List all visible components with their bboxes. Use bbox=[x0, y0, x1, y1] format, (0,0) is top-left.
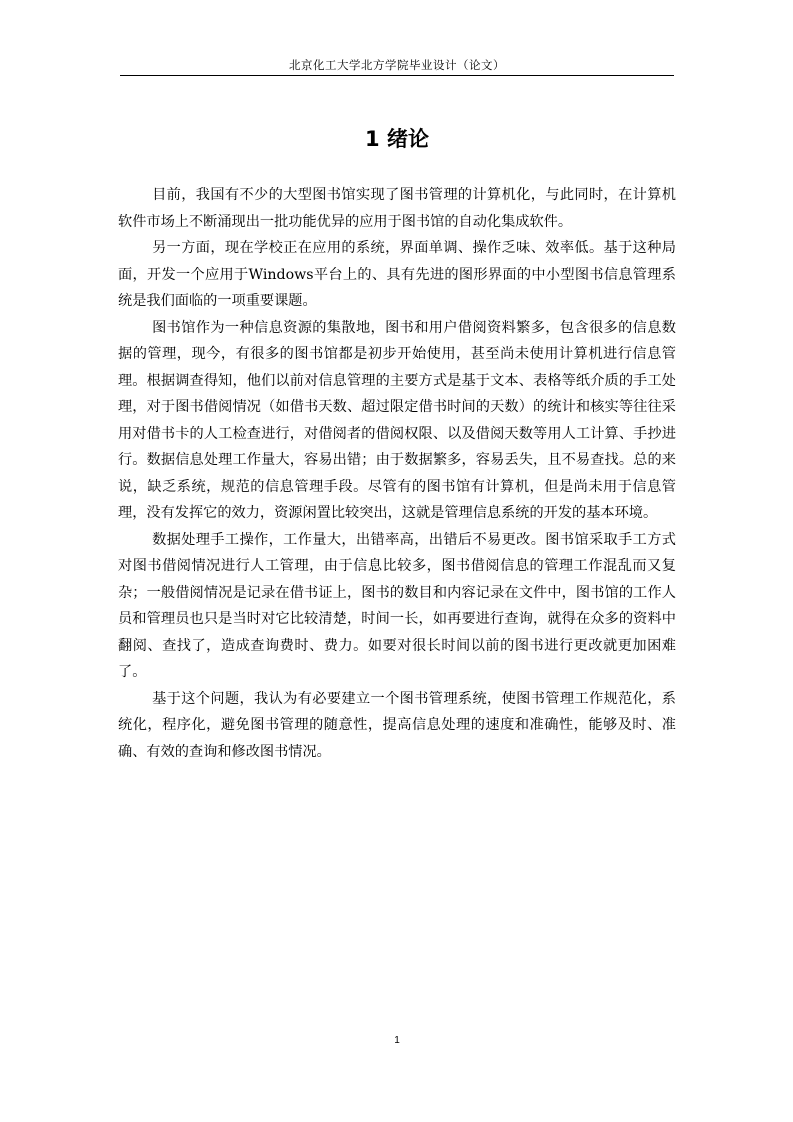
body-text bbox=[118, 182, 676, 765]
paragraph-2: 另一方面，现在学校正在应用的系统，界面单调、操作乏味、效率低。基于这种局面，开发一个应用于Windows平台上的、具有先进的图形界面的中小型图书信息管理系统是我们面临的一项重要课题。 bbox=[118, 240, 676, 309]
page-number: 1 bbox=[394, 1035, 400, 1046]
paragraph-3: 图书馆作为一种信息资源的集散地，图书和用户借阅资料繁多，包含很多的信息数据的管理，现今，有很多的图书馆都是初步开始使用，甚至尚未使用计算机进行信息管理。根据调查得知，他们以前对信息管理的主要方式是基于文本、表格等纸介质的手工处理，对于图书借阅情况（如借书天数、超过限定借书时间的天数）的统计和核实等往往采用对借书卡的人工检查进行，对借阅者的借阅权限、以及借阅天数等用人工计算、手抄进行。数据信息处理工作量大，容易出错；由于数据繁多，容易丢失，且不易查找。总的来说，缺乏系统，规范的信息管理手段。尽管有的图书馆有计算机，但是尚未用于信息管理，没有发挥它的效力，资源闲置比较突出，这就是管理信息系统的开发的基本环境。 bbox=[118, 319, 676, 521]
paragraph-4: 数据处理手工操作，工作量大，出错率高，出错后不易更改。图书馆采取手工方式对图书借阅情况进行人工管理，由于信息比较多，图书借阅信息的管理工作混乱而又复杂；一般借阅情况是记录在借书证上，图书的数目和内容记录在文件中，图书馆的工作人员和管理员也只是当时对它比较清楚，时间一长，如再要进行查询，就得在众多的资料中翻阅、查找了，造成查询费时、费力。如要对很长时间以前的图书进行更改就更加困难了。 bbox=[118, 531, 676, 680]
running-header: 北京化工大学北方学院毕业设计（论文） bbox=[289, 58, 505, 72]
chapter-title: 1 绪论 bbox=[365, 127, 429, 151]
header-divider bbox=[120, 75, 674, 76]
paragraph-5: 基于这个问题，我认为有必要建立一个图书管理系统，使图书管理工作规范化，系统化，程序化，避免图书管理的随意性，提高信息处理的速度和准确性，能够及时、准确、有效的查询和修改图书情况。 bbox=[118, 690, 676, 760]
paragraph-1: 目前，我国有不少的大型图书馆实现了图书管理的计算机化，与此同时，在计算机软件市场上不断涌现出一批功能优异的应用于图书馆的自动化集成软件。 bbox=[118, 187, 676, 230]
